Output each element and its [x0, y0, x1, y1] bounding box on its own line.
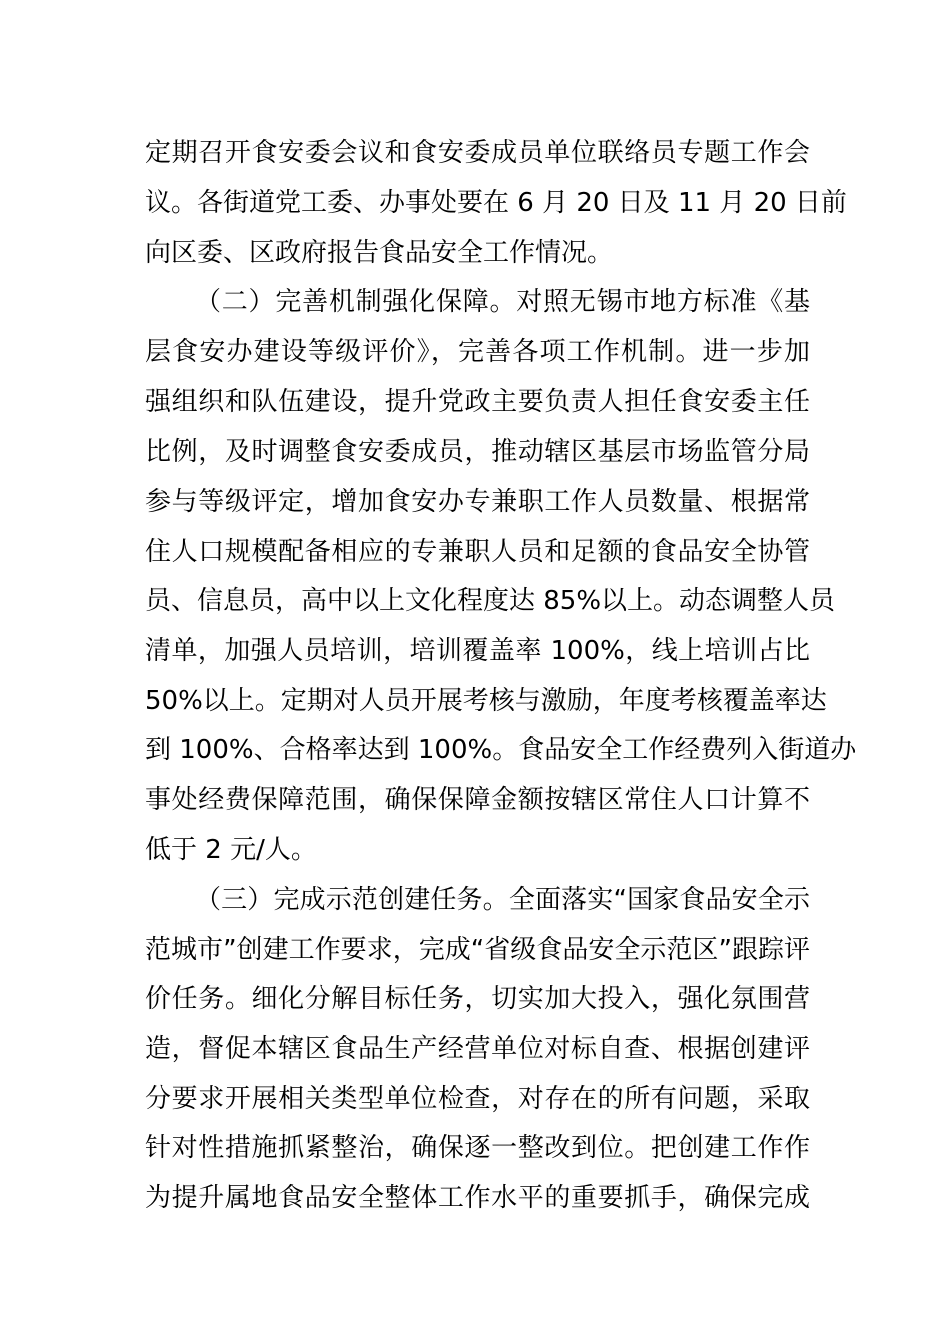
text-line: 造，督促本辖区食品生产经营单位对标自查、根据创建评	[145, 1034, 810, 1064]
text-line: 针对性措施抓紧整治，确保逐一整改到位。把创建工作作	[145, 1133, 810, 1163]
text-line: 分要求开展相关类型单位检查，对存在的所有问题，采取	[145, 1084, 810, 1114]
text-line: 比例，及时调整食安委成员，推动辖区基层市场监管分局	[145, 437, 810, 467]
text-line: 层食安办建设等级评价》，完善各项工作机制。进一步加	[145, 337, 810, 367]
text-line: 清单，加强人员培训，培训覆盖率 100%，线上培训占比	[145, 636, 810, 666]
text-line: 定期召开食安委会议和食安委成员单位联络员专题工作会	[145, 138, 810, 168]
text-line: 为提升属地食品安全整体工作水平的重要抓手，确保完成	[145, 1183, 810, 1213]
text-line: 向区委、区政府报告食品安全工作情况。	[145, 238, 614, 268]
text-line: 价任务。细化分解目标任务，切实加大投入，强化氛围营	[145, 984, 810, 1014]
text-line: 到 100%、合格率达到 100%。食品安全工作经费列入街道办	[145, 735, 857, 765]
section-heading-line: （二）完善机制强化保障。对照无锡市地方标准《基	[195, 287, 810, 317]
text-line: 议。各街道党工委、办事处要在 6 月 20 日及 11 月 20 日前	[145, 188, 847, 218]
text-line: 员、信息员，高中以上文化程度达 85%以上。动态调整人员	[145, 586, 836, 616]
text-line: 范城市”创建工作要求，完成“省级食品安全示范区”跟踪评	[145, 935, 810, 965]
text-line: 事处经费保障范围，确保保障金额按辖区常住人口计算不	[145, 785, 810, 815]
section-heading-line: （三）完成示范创建任务。全面落实“国家食品安全示	[195, 885, 810, 915]
text-line: 住人口规模配备相应的专兼职人员和足额的食品安全协管	[145, 537, 810, 567]
text-line: 参与等级评定，增加食安办专兼职工作人员数量、根据常	[145, 487, 810, 517]
text-line: 低于 2 元/人。	[145, 835, 317, 865]
text-line: 强组织和队伍建设，提升党政主要负责人担任食安委主任	[145, 387, 810, 417]
text-line: 50%以上。定期对人员开展考核与激励，年度考核覆盖率达	[145, 686, 827, 716]
